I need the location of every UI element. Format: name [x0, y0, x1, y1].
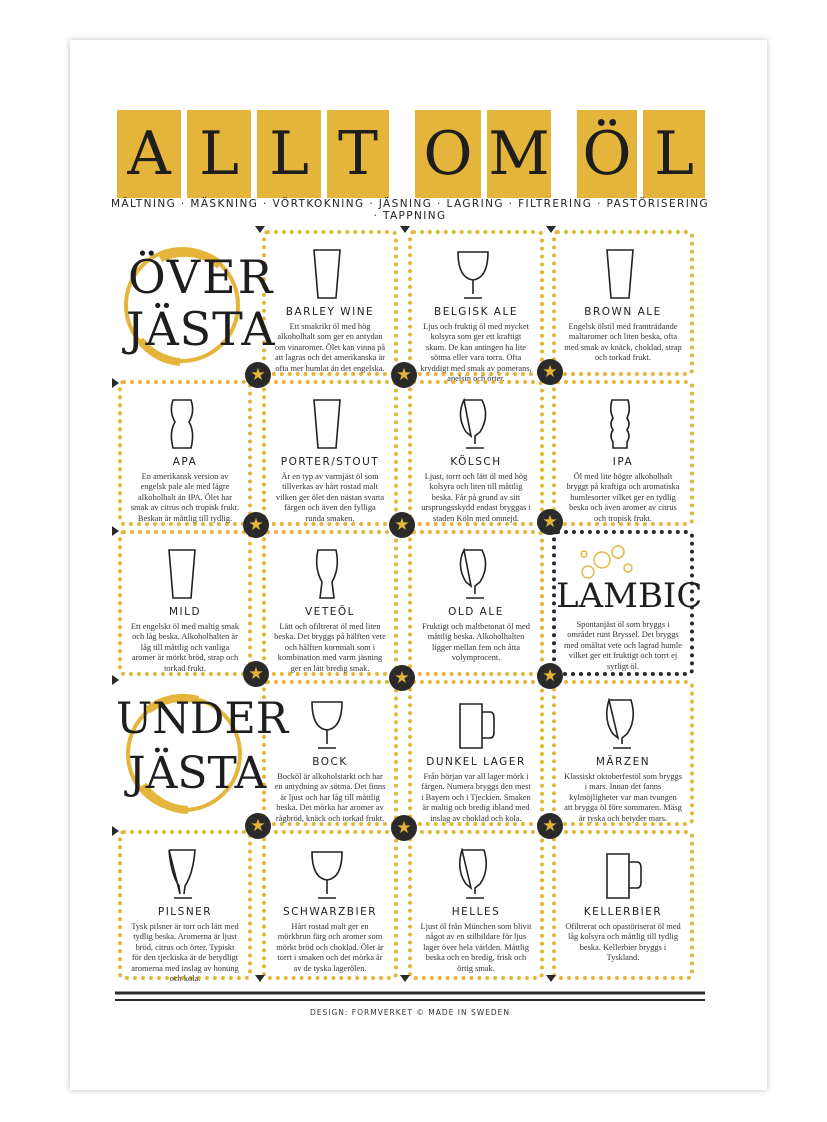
mug-icon [603, 848, 643, 905]
star-icon: ★ [245, 813, 271, 839]
beer-card [552, 530, 703, 676]
star-icon: ★ [537, 509, 563, 535]
beer-card [408, 230, 544, 384]
beer-name: DUNKEL LAGER [426, 756, 526, 768]
brewing-process-line: MÄLTNING · MÄSKNING · VÖRTKOKNING · JÄSNING · LAGRING · FILTRERING · PASTÖRISERING · TAPPNING [110, 198, 710, 222]
goblet-icon [456, 248, 496, 305]
under-label-line2: JÄSTA [128, 748, 267, 799]
beer-card [262, 230, 398, 376]
title-letter: Ö [577, 110, 637, 198]
tulip-glass-icon [456, 398, 496, 455]
beer-name: BELGISK ALE [434, 306, 518, 318]
star-icon: ★ [537, 663, 563, 689]
beer-name: IPA [612, 456, 634, 468]
title-letter: L [187, 110, 251, 198]
star-icon: ★ [243, 661, 269, 687]
star-icon: ★ [537, 813, 563, 839]
beer-name: PORTER/STOUT [280, 456, 380, 468]
pint-glass-icon [310, 248, 350, 305]
beer-name: MÄRZEN [595, 756, 651, 768]
ipa-glass-icon [603, 398, 643, 455]
beer-card [262, 530, 398, 676]
beer-card [408, 530, 544, 676]
beer-card [552, 830, 694, 980]
title-letter: L [257, 110, 321, 198]
beer-name: PILSNER [157, 906, 213, 918]
weizen-glass-icon [310, 548, 350, 605]
beer-description: Ett smakrikt öl med hög alkoholhalt som ger en antydan om vinaromer. Ölet kan vinna på att lagras och det amerikanska är ofta mer humlat än det engelska. [274, 322, 386, 373]
title-letter: A [117, 110, 181, 198]
under-label-line1: UNDER [116, 694, 289, 744]
beer-name: BOCK [312, 756, 348, 768]
star-icon: ★ [391, 362, 417, 388]
title-letter: O [415, 110, 481, 198]
beer-description: Klassiskt oktoberfestöl som bryggs i mars. Innan det fanns kylmöjligheter var man tvungen att brygga öl före sommaren. Mäsg är tyska och betyder mars. [564, 772, 682, 823]
snifter-icon [603, 698, 643, 755]
beer-name: BROWN ALE [584, 306, 662, 318]
arrow-icon [112, 526, 119, 536]
beer-description: Ofiltrerat och opastöriserat öl med låg kolsyra och måttlig till tydlig beska. Kellerbier bryggs i Tyskland. [565, 922, 681, 963]
beer-description: En amerikansk version av engelsk pale ale med lägre alkoholhalt än IPA. Ölet har smak av citrus och tropisk frukt. Beskan är måttlig till tydlig. [130, 472, 240, 523]
beer-card [408, 680, 544, 826]
beer-card [408, 830, 544, 980]
snifter-icon [456, 848, 496, 905]
pint-glass-icon [603, 248, 643, 305]
beer-card [408, 380, 544, 526]
beer-name: SCHWARZBIER [282, 906, 378, 918]
arrow-icon [255, 226, 265, 233]
beer-name: OLD ALE [448, 606, 504, 618]
star-icon: ★ [391, 815, 417, 841]
beer-name: HELLES [451, 906, 501, 918]
goblet-icon [310, 848, 350, 905]
beer-description: Ett engelskt öl med maltig smak och låg beska. Alkoholhalten är låg till måttlig och vanliga aromer är mörkt bröd, strap och torkad frukt. [130, 622, 240, 673]
beer-name: LAMBIC [556, 576, 703, 616]
beer-description: Ljust öl från München som blivit något av en stilbildare för ljus lager över hela världen. Måttlig beska och en bredig, frisk och örtig smak. [420, 922, 532, 973]
beer-description: Är en typ av varmjäst öl som tillverkas av hårt rostad malt vilken ger ölet den nästan svarta färgen och även den fylliga runda smaken. [275, 472, 385, 523]
beer-description: Hårt rostad malt ger en mörkbrun färg och aromer som mörkt bröd och choklad. Ölet är torrt i smaken och det mörka är av de tyska lagerölen. [276, 922, 384, 973]
beer-name: VETEÖL [305, 606, 355, 618]
beer-description: Bocköl är alkoholstarkt och har en antydning av sötma. Det finns är ljust och har låg till måttlig beska. Det mörka har aromer av rågbröd, knäck och torkad frukt. [274, 772, 386, 823]
beer-description: Tysk pilsner är torr och lätt med tydlig beska. Aromerna är ljust bröd, citrus och örter. Typiskt för den tjeckiska är de betydligt aromerna med inslag av honung och kola. [131, 922, 239, 984]
beer-card [552, 230, 694, 376]
beer-description: Lätt och ofiltrerat öl med liten beska. Det bryggs på hälften vete och hälften kornmalt som i kombination med varm jäsning ger en lätt bredig smak. [274, 622, 386, 673]
arrow-icon [112, 675, 119, 685]
arrow-icon [400, 975, 410, 982]
goblet-icon [310, 698, 350, 755]
beer-card [552, 680, 694, 826]
arrow-icon [255, 975, 265, 982]
beer-card [118, 380, 252, 526]
tulip-glass-icon [456, 548, 496, 605]
arrow-icon [546, 226, 556, 233]
beer-description: Öl med lite högre alkoholhalt bryggt på kraftiga och aromatiska humlesorter vilket ger en tydlig beska och även aromer av citrus och tropisk frukt. [566, 472, 680, 523]
beer-name: BARLEY WINE [285, 306, 375, 318]
mug-icon [456, 698, 496, 755]
arrow-icon [546, 975, 556, 982]
arrow-icon [112, 378, 119, 388]
beer-card [552, 380, 694, 526]
beer-card [262, 380, 398, 526]
beer-description: Ljus och fruktig öl med mycket kolsyra som ger ett kraftigt skum. De kan antingen ha lite sötma eller vara torra. Ofta kryddigt med smak av pomerans, apelsin och örter. [420, 322, 532, 384]
title-letter: L [643, 110, 705, 198]
beer-name: KELLERBIER [583, 906, 663, 918]
pint-glass-icon [310, 398, 350, 455]
star-icon: ★ [389, 665, 415, 691]
title-banner [117, 110, 705, 198]
title-letter: T [327, 110, 389, 198]
pilsner-glass-icon [165, 848, 205, 905]
beer-card [118, 530, 252, 676]
tulip-pint-icon [165, 398, 205, 455]
star-icon: ★ [537, 359, 563, 385]
arrow-icon [112, 826, 119, 836]
title-letter: M [487, 110, 551, 198]
pint-glass-icon [165, 548, 205, 605]
beer-description: Spontanjäst öl som bryggs i området runt Bryssel. Det bryggs med omältat vete och lagrad humle vilket ger ett fruktigt och torrt ej syrligt öl. [564, 620, 682, 671]
beer-name: MILD [168, 606, 202, 618]
over-label-line2: JÄSTA [126, 302, 276, 356]
arrow-icon [400, 226, 410, 233]
beer-description: Från början var all lager mörk i färgen. Numera bryggs den mest i Bayern och i Tjeckien. Smaken är maltig och bredig ibland med inslag av choklad och kola. [421, 772, 531, 823]
beer-description: Fruktigt och maltbetonat öl med måttlig beska. Alkoholhalten ligger mellan fem och åtta volymprocent. [422, 622, 530, 663]
star-icon: ★ [243, 512, 269, 538]
beer-card [262, 830, 398, 980]
beer-name: APA [172, 456, 198, 468]
design-credit: DESIGN: FORMVERKET © MADE IN SWEDEN [309, 1008, 511, 1017]
star-icon: ★ [389, 512, 415, 538]
beer-description: Ljust, torrt och lätt öl med hög kolsyra och liten till måttlig beska. Får på grund av sitt ursprungsskydd endast bryggas i staden Köln med omnejd. [421, 472, 531, 523]
beer-name: KÖLSCH [450, 456, 502, 468]
beer-card [118, 830, 252, 984]
over-label-line1: ÖVER [128, 250, 275, 304]
bottom-rule [115, 990, 705, 1004]
beer-description: Engelsk ölstil med framträdande maltaromer och liten beska, ofta med smak av knäck, choklad, strap och torkad frukt. [564, 322, 682, 363]
star-icon: ★ [245, 362, 271, 388]
